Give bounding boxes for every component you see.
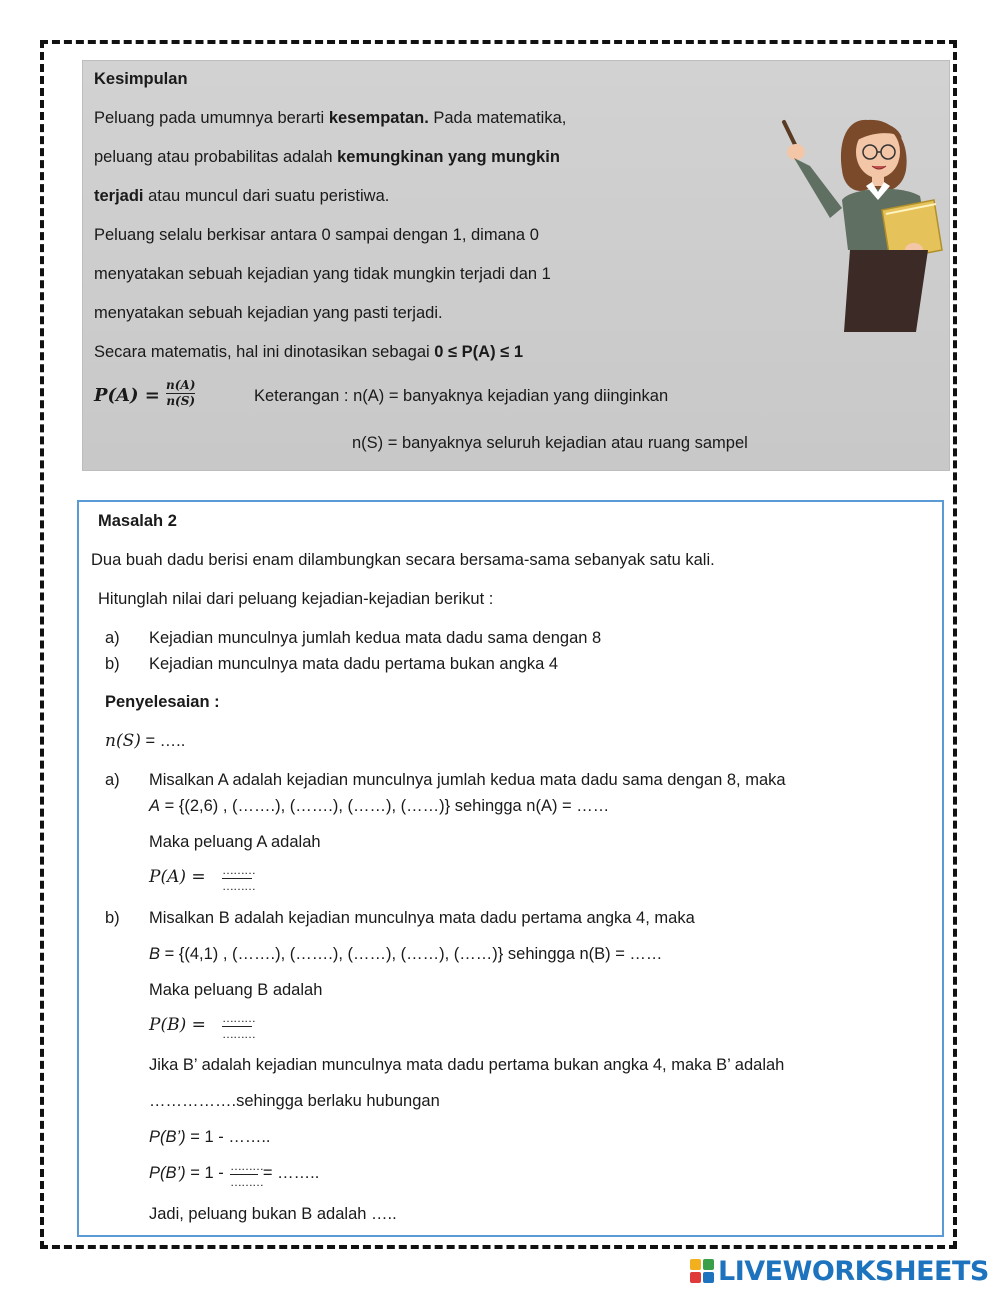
item-b-label: b) (105, 655, 120, 673)
solution-a-formula: P(A) = (149, 867, 206, 887)
conclusion-line-6: menyatakan sebuah kejadian yang pasti terjadi. (94, 304, 443, 322)
probability-formula-lhs: P(A) = (94, 385, 160, 406)
solution-title: Penyelesaian : (105, 693, 220, 711)
solution-a-set: A = {(2,6) , (…….), (…….), (……), (……)} sehingga n(A) = …… (149, 797, 610, 815)
solution-b-maka: Maka peluang B adalah (149, 981, 323, 999)
keterangan-line-1: Keterangan : n(A) = banyaknya kejadian yang diinginkan (254, 387, 669, 405)
solution-a-maka: Maka peluang A adalah (149, 833, 321, 851)
teacher-illustration (770, 100, 950, 335)
problem-title: Masalah 2 (98, 512, 177, 530)
complement-line-1: P(B’) = 1 - …….. (149, 1128, 271, 1146)
conclusion-line-5: menyatakan sebuah kejadian yang tidak mungkin terjadi dan 1 (94, 265, 551, 283)
solution-b-blank: …………….sehingga berlaku hubungan (149, 1092, 440, 1110)
solution-a-fraction: ……… ……… (222, 863, 255, 893)
item-a-label: a) (105, 629, 120, 647)
conclusion-line-1: Peluang pada umumnya berarti kesempatan. Pada matematika, (94, 109, 567, 127)
probability-formula-fraction (166, 379, 195, 408)
solution-a-label: a) (105, 771, 120, 789)
conclusion-line-2: peluang atau probabilitas adalah kemungkinan yang mungkin (94, 148, 560, 166)
problem-instruction: Hitunglah nilai dari peluang kejadian-kejadian berikut : (98, 590, 494, 608)
liveworksheets-logo (690, 1255, 989, 1287)
conclusion-line-3: terjadi atau muncul dari suatu peristiwa. (94, 187, 390, 205)
solution-b-fraction: ……… ……… (222, 1011, 255, 1041)
logo-text: LIVEWORKSHEETS (718, 1255, 989, 1287)
solution-b-label: b) (105, 909, 120, 927)
solution-b-set: B = {(4,1) , (…….), (…….), (……), (……), (……)} sehingga n(B) = …… (149, 945, 663, 963)
complement-fraction: ……… ……… (230, 1159, 263, 1189)
logo-squares-icon (690, 1259, 714, 1283)
solution-b-line-1: Misalkan B adalah kejadian munculnya mata dadu pertama angka 4, maka (149, 909, 695, 927)
complement-line-2: P(B’) = 1 - = …….. (149, 1164, 320, 1182)
final-conclusion: Jadi, peluang bukan B adalah ….. (149, 1205, 397, 1223)
item-a-text: Kejadian munculnya jumlah kedua mata dadu sama dengan 8 (149, 629, 602, 647)
keterangan-line-2: n(S) = banyaknya seluruh kejadian atau ruang sampel (352, 434, 748, 452)
conclusion-line-4: Peluang selalu berkisar antara 0 sampai dengan 1, dimana 0 (94, 226, 539, 244)
solution-a-line-1: Misalkan A adalah kejadian munculnya jumlah kedua mata dadu sama dengan 8, maka (149, 771, 786, 789)
sample-space-line: n(S) = ….. (105, 731, 186, 751)
problem-statement: Dua buah dadu berisi enam dilambungkan secara bersama-sama sebanyak satu kali. (91, 551, 715, 569)
solution-b-jika: Jika B’ adalah kejadian munculnya mata dadu pertama bukan angka 4, maka B’ adalah (149, 1056, 785, 1074)
conclusion-title: Kesimpulan (94, 70, 188, 88)
formula-numerator: n(A) (166, 378, 196, 392)
formula-denominator: n(S) (166, 394, 196, 408)
item-b-text: Kejadian munculnya mata dadu pertama bukan angka 4 (149, 655, 559, 673)
solution-b-formula: P(B) = (149, 1015, 206, 1035)
conclusion-line-7: Secara matematis, hal ini dinotasikan sebagai 0 ≤ P(A) ≤ 1 (94, 343, 523, 361)
